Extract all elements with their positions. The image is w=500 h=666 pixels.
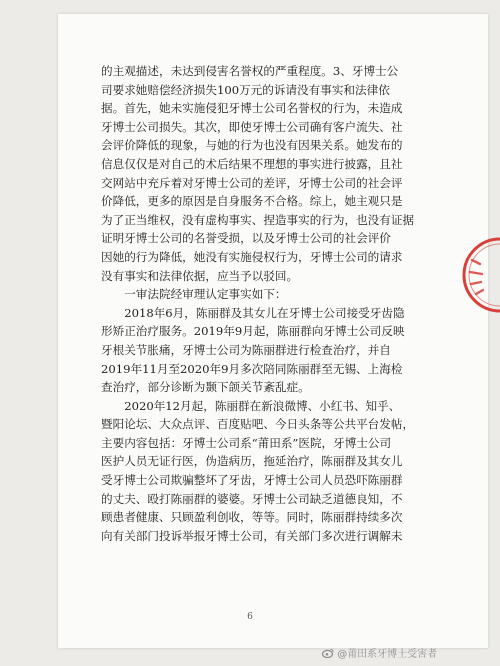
body-line: 交网站中充斥着对牙博士公司的差评，牙博士公司的社会评 — [101, 175, 403, 190]
watermark-text: @莆田系牙博士受害者 — [337, 649, 438, 660]
body-line: 会评价降低的现象，与她的行为也没有因果关系。她发布的 — [101, 138, 403, 153]
body-line: 2018年6月，陈丽群及其女儿在牙博士公司接受牙齿隐 — [124, 305, 405, 320]
weibo-icon — [322, 648, 334, 658]
body-line: 价降低，更多的原因是自身服务不合格。综上，她主观只是 — [101, 194, 403, 209]
body-line: 2019年11月至2020年9月多次陪同陈丽群至无锡、上海检 — [101, 361, 403, 376]
body-line: 牙根关节胀痛，牙博士公司为陈丽群进行检查治疗，并自 — [101, 342, 391, 357]
body-line: 信息仅仅是对自己的术后结果不理想的事实进行披露，且社 — [101, 156, 403, 171]
body-line: 据。首先，她未实施侵犯牙博士公司名誉权的行为，未造成 — [101, 101, 403, 116]
body-line: 一审法院经审理认定事实如下： — [124, 287, 287, 302]
body-line: 查治疗，部分诊断为颞下颌关节紊乱症。 — [101, 380, 310, 395]
body-line: 司要求她赔偿经济损失100万元的诉请没有事实和法律依 — [101, 82, 390, 97]
body-line: 形矫正治疗服务。2019年9月起，陈丽群向牙博士公司反映 — [101, 324, 405, 339]
body-line: 顾患者健康、只顾盈利创收，等等。同时，陈丽群持续多次 — [101, 510, 403, 525]
body-line: 牙博士公司损失。其次，即使牙博士公司确有客户流失、社 — [101, 119, 403, 134]
body-line: 医护人员无证行医，伪造病历，拖延治疗，陈丽群及其女儿 — [101, 454, 403, 469]
body-line: 的丈夫、殴打陈丽群的婆婆。牙博士公司缺乏道德良知，不 — [101, 491, 403, 506]
red-seal-stamp — [458, 236, 500, 314]
body-line: 受牙博士公司欺骗整坏了牙齿，牙博士公司人员恐吓陈丽群 — [101, 473, 403, 488]
body-line: 的主观描述，未达到侵害名誉权的严重程度。3、牙博士公 — [101, 64, 399, 78]
document-body — [101, 62, 421, 545]
body-line: 证明牙博士公司的名誉受损，以及牙博士公司的社会评价 — [101, 231, 391, 246]
page-number: 6 — [247, 612, 253, 622]
body-line: 主要内容包括：牙博士公司系“莆田系”医院，牙博士公司 — [101, 435, 392, 450]
body-line: 没有事实和法律依据，应当予以驳回。 — [101, 268, 299, 283]
body-line: 暨阳论坛、大众点评、百度贴吧、今日头条等公共平台发帖， — [101, 417, 415, 432]
body-line: 向有关部门投诉举报牙博士公司，有关部门多次进行调解未 — [101, 528, 403, 543]
body-line: 2020年12月起，陈丽群在新浪微博、小红书、知乎、 — [124, 398, 401, 413]
watermark — [322, 645, 437, 660]
body-line: 为了正当维权，没有虚构事实、捏造事实的行为，也没有证据 — [101, 212, 415, 227]
body-line: 因她的行为降低，她没有实施侵权行为，牙博士公司的请求 — [101, 249, 403, 264]
